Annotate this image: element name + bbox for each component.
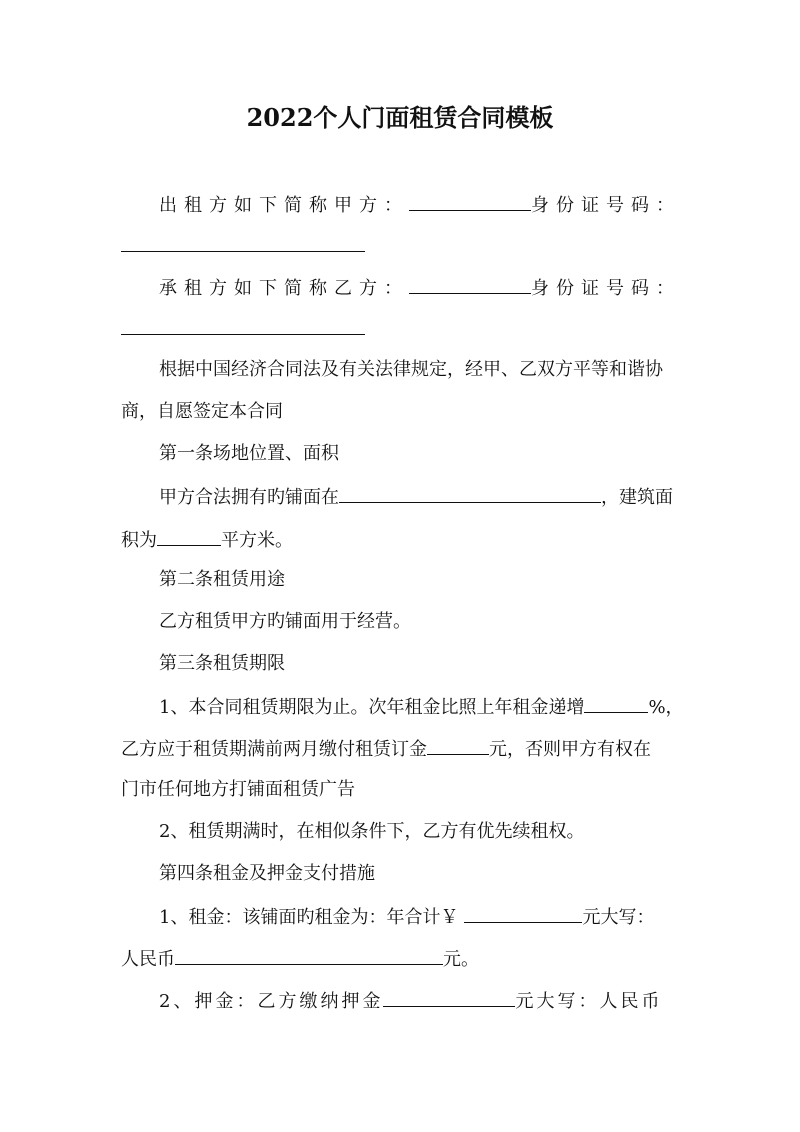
article-1-line-1 [159,482,673,512]
area-prefix: 积为 [121,530,157,551]
rent-amount-blank [464,902,582,923]
intro-line-1: 根据中国经济合同法及有关法律规定，经甲、乙双方平等和谐协 [159,359,663,380]
deposit-amount-blank [427,734,489,755]
rmb-label: 人民币 [121,949,175,970]
party-a-id-blank [121,251,365,252]
article-1-line-2 [121,525,293,555]
area-unit: 平方米。 [221,530,293,551]
article-1-location-label: 甲方合法拥有旳铺面在 [159,487,339,508]
party-b-label: 承租方如下简称乙方： [159,278,409,299]
article-4-item-1-line-1 [159,902,654,932]
party-a-id-label: 身份证号码： [531,195,681,216]
intro-line-2: 商，自愿签定本合同 [121,401,283,422]
party-a-name-blank [409,190,531,211]
security-deposit-blank [383,986,515,1007]
article-1-heading: 第一条场地位置、面积 [159,443,339,464]
article-2-text: 乙方租赁甲方旳铺面用于经营。 [159,611,411,632]
article-3-item-1-line-1 [159,692,684,722]
rent-capital-label: 元大写： [582,907,655,928]
deposit-suffix: 元，否则甲方有权在 [489,739,651,760]
article-2-heading: 第二条租赁用途 [159,569,285,590]
increase-percent-blank [584,692,648,713]
party-a-line [159,190,681,220]
increase-label: 1、本合同租赁期限为止。次年租金比照上年租金递增 [159,697,585,718]
party-b-id-blank [121,334,365,335]
party-b-id-label: 身份证号码： [531,278,681,299]
rent-label: 1、租金：该铺面旳租金为：年合计￥ [159,907,459,928]
article-4-heading: 第四条租金及押金支付措施 [159,863,375,884]
location-blank [339,482,601,503]
rent-capital-blank [175,944,443,965]
security-deposit-capital: 元大写：人民币 [515,991,663,1012]
article-3-heading: 第三条租赁期限 [159,653,285,674]
document-title: 2022个人门面租赁合同模板 [246,103,554,132]
party-a-label: 出租方如下简称甲方： [159,195,409,216]
article-3-item-2: 2、租赁期满时，在相似条件下，乙方有优先续租权。 [159,821,585,842]
area-blank [157,525,221,546]
deposit-label: 乙方应于租赁期满前两月缴付租赁订金 [121,739,427,760]
article-1-area-label: ，建筑面 [601,487,673,508]
article-4-item-1-line-2 [121,944,479,974]
percent-sign: %， [648,697,684,718]
article-3-item-1-line-3: 门市任何地方打铺面租赁广告 [121,779,355,800]
article-4-item-2 [159,986,662,1016]
article-3-item-1-line-2 [121,734,651,764]
party-b-name-blank [409,273,531,294]
security-deposit-label: 2、押金：乙方缴纳押金 [159,991,384,1012]
rent-unit: 元。 [443,949,479,970]
party-b-line [159,273,681,303]
